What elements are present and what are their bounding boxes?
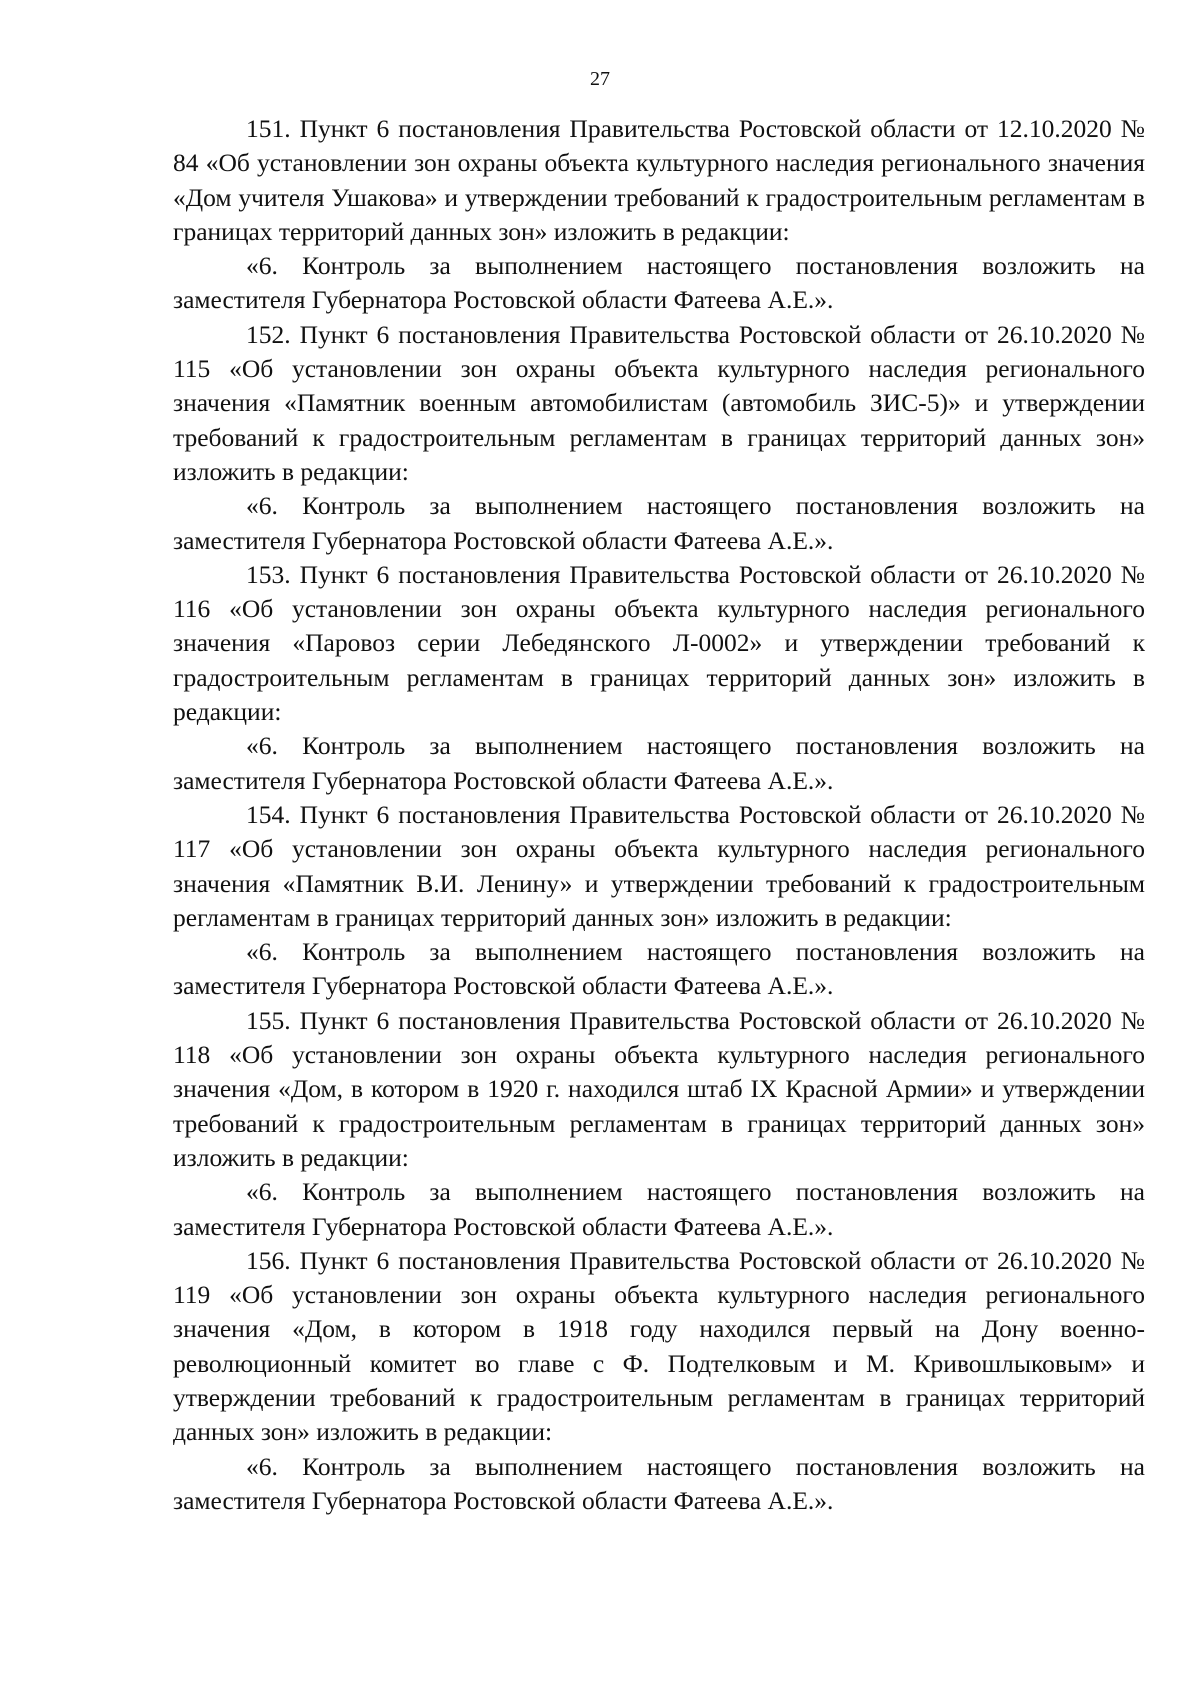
item-152-paragraph: 152. Пункт 6 постановления Правительства Ростовской области от 26.10.2020 № 115 «Об установлении зон охраны объекта культурного наследия регионального значения «Памятник военным автомобилистам (автомобиль ЗИС-5)» и утверждении требований к градостроительным регламентам в границах территорий данных зон» изложить в редакции: — [173, 319, 1145, 486]
item-151-paragraph: 151. Пункт 6 постановления Правительства Ростовской области от 12.10.2020 № 84 «Об установлении зон охраны объекта культурного наследия регионального значения «Дом учителя Ушакова» и утверждении требований к градостроительным регламентам в границах территорий данных зон» изложить в редакции: — [173, 114, 1145, 246]
item-155-new-wording: «6. Контроль за выполнением настоящего постановления возложить на заместителя Губернатора Ростовской области Фатеева А.Е.». — [173, 1177, 1145, 1241]
item-156-new-wording: «6. Контроль за выполнением настоящего постановления возложить на заместителя Губернатора Ростовской области Фатеева А.Е.». — [173, 1451, 1145, 1515]
document-body — [173, 112, 1145, 1518]
item-155-paragraph: 155. Пункт 6 постановления Правительства Ростовской области от 26.10.2020 № 118 «Об установлении зон охраны объекта культурного наследия регионального значения «Дом, в котором в 1920 г. находился штаб IX Красной Армии» и утверждении требований к градостроительным регламентам в границах территорий данных зон» изложить в редакции: — [173, 1005, 1145, 1172]
page-number: 27 — [590, 68, 610, 90]
item-154-paragraph: 154. Пункт 6 постановления Правительства Ростовской области от 26.10.2020 № 117 «Об установлении зон охраны объекта культурного наследия регионального значения «Памятник В.И. Ленину» и утверждении требований к градостроительным регламентам в границах территорий данных зон» изложить в редакции: — [173, 799, 1145, 932]
item-151-new-wording: «6. Контроль за выполнением настоящего постановления возложить на заместителя Губернатора Ростовской области Фатеева А.Е.». — [173, 251, 1145, 315]
item-154-new-wording: «6. Контроль за выполнением настоящего постановления возложить на заместителя Губернатора Ростовской области Фатеева А.Е.». — [173, 937, 1145, 1001]
item-152-new-wording: «6. Контроль за выполнением настоящего постановления возложить на заместителя Губернатора Ростовской области Фатеева А.Е.». — [173, 491, 1145, 555]
item-153-new-wording: «6. Контроль за выполнением настоящего постановления возложить на заместителя Губернатора Ростовской области Фатеева А.Е.». — [173, 731, 1145, 795]
item-156-paragraph: 156. Пункт 6 постановления Правительства Ростовской области от 26.10.2020 № 119 «Об установлении зон охраны объекта культурного наследия регионального значения «Дом, в котором в 1918 году находился первый на Дону военно-революционный комитет во главе с Ф. Подтелковым и М. Кривошлыковым» и утверждении требований к градостроительным регламентам в границах территорий данных зон» изложить в редакции: — [173, 1245, 1145, 1447]
item-153-paragraph: 153. Пункт 6 постановления Правительства Ростовской области от 26.10.2020 № 116 «Об установлении зон охраны объекта культурного наследия регионального значения «Паровоз серии Лебедянского Л-0002» и утверждении требований к градостроительным регламентам в границах территорий данных зон» изложить в редакции: — [173, 559, 1145, 727]
